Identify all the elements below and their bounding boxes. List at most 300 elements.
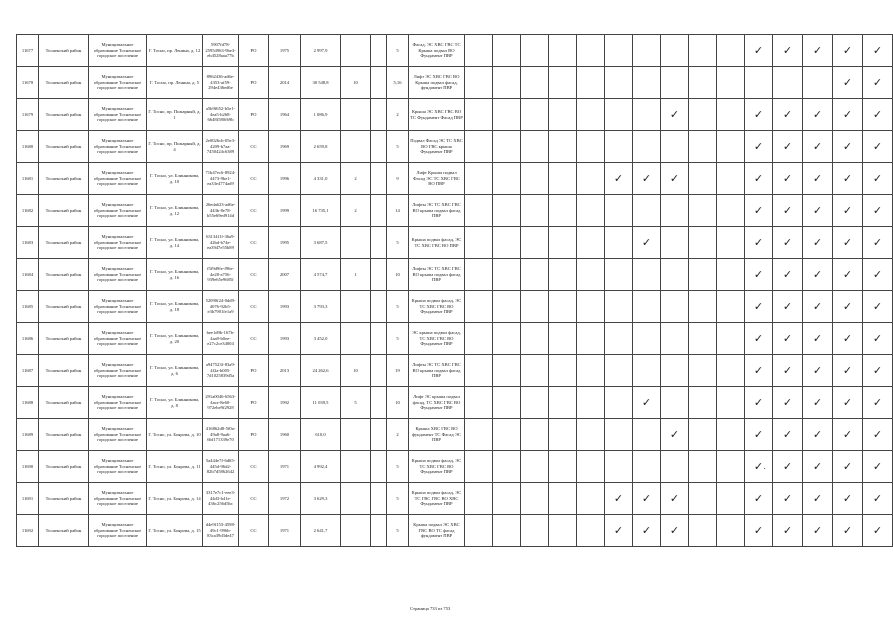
- row-id: 11679: [17, 99, 39, 131]
- row-id: 11677: [17, 35, 39, 67]
- row-form: СС: [239, 451, 269, 483]
- work-check-cell: [833, 259, 863, 291]
- work-check-cell: [605, 451, 633, 483]
- work-check-cell: [605, 259, 633, 291]
- table-row: [17, 419, 893, 451]
- row-works: ЭС крыша подвал фасад, ТС ХВС ГВС ВО Фундамент ПВР: [409, 323, 465, 355]
- row-district: Тосненский район: [39, 67, 89, 99]
- row-id: 11681: [17, 163, 39, 195]
- work-check-cell: [745, 483, 773, 515]
- work-check-cell: [745, 163, 773, 195]
- row-year: 1971: [269, 515, 301, 547]
- check-icon: ✓: [782, 332, 793, 345]
- work-check-cell: [863, 99, 893, 131]
- work-check-cell: [633, 419, 661, 451]
- work-check-cell: [521, 195, 549, 227]
- check-icon: ✓: [872, 140, 883, 153]
- work-check-cell: [803, 387, 833, 419]
- work-check-cell: [689, 163, 717, 195]
- work-check-cell: [605, 291, 633, 323]
- row-form: СС: [239, 323, 269, 355]
- work-check-cell: [549, 483, 577, 515]
- row-address: Г. Тосно, ул. Блинникова, д. 18: [147, 291, 203, 323]
- check-icon: ✓: [753, 524, 764, 537]
- work-check-cell: [717, 99, 745, 131]
- check-icon: ✓: [842, 268, 853, 281]
- work-check-cell: [863, 387, 893, 419]
- work-check-cell: [803, 67, 833, 99]
- work-check-cell: [661, 67, 689, 99]
- work-check-cell: [605, 227, 633, 259]
- work-check-cell: [633, 259, 661, 291]
- work-check-cell: [863, 259, 893, 291]
- work-check-cell: [549, 67, 577, 99]
- check-icon: ✓: [782, 460, 793, 473]
- check-icon: ✓: [872, 300, 883, 313]
- row-year: 1999: [269, 195, 301, 227]
- row-id: 11684: [17, 259, 39, 291]
- row-year: 1992: [269, 387, 301, 419]
- work-check-cell: [465, 67, 493, 99]
- check-icon: ✓: [842, 524, 853, 537]
- work-check-cell: [863, 323, 893, 355]
- check-icon: ✓: [753, 140, 764, 153]
- work-check-cell: [465, 291, 493, 323]
- work-check-cell: [577, 99, 605, 131]
- row-municipality: Муниципальное образование Тосненское городское поселение: [89, 387, 147, 419]
- work-check-cell: [549, 163, 577, 195]
- row-district: Тосненский район: [39, 99, 89, 131]
- work-check-cell: [773, 451, 803, 483]
- work-check-cell: [493, 67, 521, 99]
- work-check-cell: [633, 131, 661, 163]
- check-icon: ✓: [872, 108, 883, 121]
- work-check-cell: [577, 483, 605, 515]
- work-check-cell: [633, 355, 661, 387]
- row-form: СС: [239, 515, 269, 547]
- work-check-cell: [689, 259, 717, 291]
- work-check-cell: [605, 131, 633, 163]
- row-uid: 5a444e7f-6d65-445d-96d2-82b7d5862642: [203, 451, 239, 483]
- check-icon: ✓: [842, 76, 853, 89]
- table-row: [17, 163, 893, 195]
- work-check-cell: [465, 35, 493, 67]
- row-uid: a947523f-83a9-4f2a-b005-7d1025839d5a: [203, 355, 239, 387]
- work-check-cell: [803, 131, 833, 163]
- stray-mark: •: [764, 466, 766, 471]
- check-icon: ✓: [872, 364, 883, 377]
- work-check-cell: [577, 419, 605, 451]
- work-check-cell: [493, 99, 521, 131]
- row-extra: [371, 419, 387, 451]
- row-municipality: Муниципальное образование Тосненское городское поселение: [89, 99, 147, 131]
- work-check-cell: [493, 227, 521, 259]
- row-form: СС: [239, 227, 269, 259]
- row-district: Тосненский район: [39, 483, 89, 515]
- row-extra: [371, 99, 387, 131]
- work-check-cell: [549, 99, 577, 131]
- check-icon: ✓: [872, 524, 883, 537]
- check-icon: ✓: [782, 204, 793, 217]
- work-check-cell: [773, 99, 803, 131]
- work-check-cell: [549, 451, 577, 483]
- row-lifts: 2: [341, 195, 371, 227]
- work-check-cell: [773, 355, 803, 387]
- work-check-cell: [605, 67, 633, 99]
- work-check-cell: [605, 515, 633, 547]
- check-icon: ✓: [842, 204, 853, 217]
- work-check-cell: [833, 195, 863, 227]
- work-check-cell: [661, 35, 689, 67]
- check-icon: ✓: [641, 524, 652, 537]
- row-lifts: [341, 35, 371, 67]
- row-district: Тосненский район: [39, 451, 89, 483]
- row-id: 11686: [17, 323, 39, 355]
- row-address: Г. Тосно, ул. Блинникова, д. 14: [147, 227, 203, 259]
- work-check-cell: [803, 355, 833, 387]
- row-year: 1964: [269, 99, 301, 131]
- work-check-cell: [803, 259, 833, 291]
- row-uid: 2e0026cb-05e3-4209-b7aa-7450424c6389: [203, 131, 239, 163]
- check-icon: ✓: [812, 44, 823, 57]
- work-check-cell: [633, 67, 661, 99]
- row-address: Г. Тосно, пр. Ленина, д. 12: [147, 35, 203, 67]
- work-check-cell: [577, 227, 605, 259]
- check-icon: ✓: [753, 44, 764, 57]
- row-address: Г. Тосно, ул. Боярова, д. 11: [147, 451, 203, 483]
- work-check-cell: [521, 227, 549, 259]
- work-check-cell: [493, 355, 521, 387]
- row-floors: 10: [387, 387, 409, 419]
- work-check-cell: [833, 419, 863, 451]
- work-check-cell: [493, 419, 521, 451]
- work-check-cell: [493, 259, 521, 291]
- row-floors: 5: [387, 323, 409, 355]
- work-check-cell: [745, 387, 773, 419]
- work-check-cell: [773, 131, 803, 163]
- work-check-cell: [605, 483, 633, 515]
- work-check-cell: [605, 99, 633, 131]
- check-icon: ✓: [753, 332, 764, 345]
- check-icon: ✓: [613, 524, 624, 537]
- row-works: Крыша ЭС ХВС ГВС ВО ТС Фундамент Фасад ПВР: [409, 99, 465, 131]
- check-icon: ✓: [753, 396, 764, 409]
- work-check-cell: [803, 419, 833, 451]
- row-works: Лифты ЭС ТС ХВС ГВС ВО крыша подвал фасад ПВР: [409, 195, 465, 227]
- work-check-cell: [661, 163, 689, 195]
- row-municipality: Муниципальное образование Тосненское городское поселение: [89, 323, 147, 355]
- row-area: 24 262,6: [301, 355, 341, 387]
- work-check-cell: [633, 227, 661, 259]
- row-floors: 2: [387, 419, 409, 451]
- row-lifts: [341, 99, 371, 131]
- row-uid: 416862d8-5f0a-49a8-9aa6-6bf171339e70: [203, 419, 239, 451]
- check-icon: ✓: [782, 492, 793, 505]
- row-extra: [371, 355, 387, 387]
- work-check-cell: [773, 259, 803, 291]
- check-icon: ✓: [812, 140, 823, 153]
- row-district: Тосненский район: [39, 131, 89, 163]
- work-check-cell: [493, 35, 521, 67]
- row-lifts: [341, 227, 371, 259]
- row-works: Фасад, ЭС ХВС ГВС ТС Крыша подвал ВО Фундамент ПВР: [409, 35, 465, 67]
- row-district: Тосненский район: [39, 291, 89, 323]
- row-uid: 26eda623-ad6e-443b-8e78-b55e69ed914d: [203, 195, 239, 227]
- check-icon: ✓: [613, 492, 624, 505]
- work-check-cell: [521, 99, 549, 131]
- work-check-cell: [833, 163, 863, 195]
- work-check-cell: [521, 259, 549, 291]
- row-municipality: Муниципальное образование Тосненское городское поселение: [89, 483, 147, 515]
- row-address: Г. Тосно, ул. Блинникова, д. 16: [147, 259, 203, 291]
- row-form: СС: [239, 131, 269, 163]
- work-check-cell: [549, 515, 577, 547]
- row-form: СС: [239, 163, 269, 195]
- work-check-cell: [833, 355, 863, 387]
- row-uid: d4e9f153-4598-49c1-996b-83ca39d3de47: [203, 515, 239, 547]
- row-uid: 52090f24-0dd9-4076-92b5-e3b7901fe1a9: [203, 291, 239, 323]
- work-check-cell: [863, 195, 893, 227]
- table-row: [17, 355, 893, 387]
- check-icon: ✓: [669, 108, 680, 121]
- row-lifts: [341, 483, 371, 515]
- work-check-cell: [521, 355, 549, 387]
- row-area: 11 039,5: [301, 387, 341, 419]
- row-lifts: 2: [341, 163, 371, 195]
- check-icon: ✓: [812, 108, 823, 121]
- check-icon: ✓: [753, 172, 764, 185]
- table-row: [17, 483, 893, 515]
- work-check-cell: [493, 163, 521, 195]
- check-icon: ✓: [812, 268, 823, 281]
- work-check-cell: [689, 67, 717, 99]
- work-check-cell: [661, 387, 689, 419]
- check-icon: ✓: [872, 268, 883, 281]
- work-check-cell: [863, 163, 893, 195]
- work-check-cell: [465, 419, 493, 451]
- check-icon: ✓: [812, 332, 823, 345]
- check-icon: ✓: [842, 172, 853, 185]
- work-check-cell: [577, 355, 605, 387]
- table-row: [17, 227, 893, 259]
- row-uid: 63134f1f-36a9-42bd-b74e-ea3947e55b89: [203, 227, 239, 259]
- table-row: [17, 323, 893, 355]
- work-check-cell: [549, 227, 577, 259]
- work-check-cell: [577, 131, 605, 163]
- check-icon: ✓: [613, 172, 624, 185]
- check-icon: ✓: [753, 236, 764, 249]
- row-district: Тосненский район: [39, 515, 89, 547]
- row-floors: 14: [387, 195, 409, 227]
- row-id: 11688: [17, 387, 39, 419]
- row-works: Крыша подвал фасад, ЭС ТС ГВС ГВС ВО ХВС Фундамент ПВР: [409, 483, 465, 515]
- row-district: Тосненский район: [39, 227, 89, 259]
- work-check-cell: [661, 515, 689, 547]
- row-area: 3 687,5: [301, 227, 341, 259]
- work-check-cell: [465, 131, 493, 163]
- work-check-cell: [833, 515, 863, 547]
- row-works: Крыша ХВС ГВС ВО фундамент ТС Фасад ЭС ПВР: [409, 419, 465, 451]
- row-year: 1972: [269, 483, 301, 515]
- work-check-cell: [717, 67, 745, 99]
- check-icon: ✓: [842, 140, 853, 153]
- check-icon: ✓: [782, 364, 793, 377]
- work-check-cell: [549, 387, 577, 419]
- check-icon: ✓: [842, 492, 853, 505]
- work-check-cell: [633, 195, 661, 227]
- work-check-cell: [465, 387, 493, 419]
- check-icon: ✓: [782, 108, 793, 121]
- table-body: [17, 35, 893, 547]
- check-icon: ✓: [812, 524, 823, 537]
- check-icon: ✓: [641, 492, 652, 505]
- check-icon: ✓: [641, 172, 652, 185]
- table-row: [17, 515, 893, 547]
- row-floors: 5: [387, 35, 409, 67]
- work-check-cell: [717, 131, 745, 163]
- row-municipality: Муниципальное образование Тосненское городское поселение: [89, 227, 147, 259]
- check-icon: ✓: [842, 236, 853, 249]
- row-district: Тосненский район: [39, 387, 89, 419]
- row-uid: a5b9f652-b5e1-4ea5-b268-6648f580f69b: [203, 99, 239, 131]
- row-floors: 5: [387, 227, 409, 259]
- check-icon: ✓: [753, 428, 764, 441]
- work-check-cell: [773, 483, 803, 515]
- work-check-cell: [803, 99, 833, 131]
- check-icon: ✓: [842, 396, 853, 409]
- row-lifts: 5: [341, 387, 371, 419]
- check-icon: ✓: [812, 492, 823, 505]
- work-check-cell: [521, 131, 549, 163]
- row-extra: [371, 163, 387, 195]
- row-municipality: Муниципальное образование Тосненское городское поселение: [89, 35, 147, 67]
- work-check-cell: [465, 451, 493, 483]
- row-area: 30 548,8: [301, 67, 341, 99]
- row-district: Тосненский район: [39, 259, 89, 291]
- work-check-cell: [689, 387, 717, 419]
- work-check-cell: [745, 451, 773, 483]
- table-row: [17, 67, 893, 99]
- work-check-cell: [833, 323, 863, 355]
- work-check-cell: [549, 195, 577, 227]
- work-check-cell: [745, 291, 773, 323]
- work-check-cell: [465, 323, 493, 355]
- work-check-cell: [633, 99, 661, 131]
- row-address: Г. Тосно, ул. Блинникова, д. 8: [147, 387, 203, 419]
- row-form: СС: [239, 259, 269, 291]
- check-icon: ✓: [782, 236, 793, 249]
- row-works: Крыша подвал фасад, ЭС ТС ХВС ГВС ВО Фундамент ПВР: [409, 451, 465, 483]
- check-icon: ✓: [872, 172, 883, 185]
- row-floors: 5: [387, 515, 409, 547]
- work-check-cell: [577, 259, 605, 291]
- row-address: Г. Тосно, ул. Боярова, д. 14: [147, 483, 203, 515]
- row-lifts: [341, 451, 371, 483]
- check-icon: ✓: [872, 332, 883, 345]
- work-check-cell: [689, 451, 717, 483]
- work-check-cell: [689, 195, 717, 227]
- row-address: Г. Тосно, ул. Блинникова, д. 10: [147, 163, 203, 195]
- work-check-cell: [833, 387, 863, 419]
- work-check-cell: [633, 515, 661, 547]
- row-extra: [371, 227, 387, 259]
- row-district: Тосненский район: [39, 163, 89, 195]
- row-municipality: Муниципальное образование Тосненское городское поселение: [89, 163, 147, 195]
- work-check-cell: [863, 35, 893, 67]
- row-lifts: [341, 419, 371, 451]
- page-number: Страница 733 из 753: [410, 606, 451, 611]
- work-check-cell: [493, 451, 521, 483]
- row-area: 2 997,9: [301, 35, 341, 67]
- row-extra: [371, 483, 387, 515]
- work-check-cell: [717, 483, 745, 515]
- table-row: [17, 99, 893, 131]
- row-area: 4 331,0: [301, 163, 341, 195]
- check-icon: ✓: [842, 428, 853, 441]
- check-icon: ✓: [669, 172, 680, 185]
- row-id: 11691: [17, 483, 39, 515]
- check-icon: ✓: [812, 204, 823, 217]
- work-check-cell: [493, 515, 521, 547]
- row-floors: 19: [387, 355, 409, 387]
- row-year: 1996: [269, 163, 301, 195]
- check-icon: ✓: [812, 236, 823, 249]
- work-check-cell: [549, 131, 577, 163]
- work-check-cell: [745, 227, 773, 259]
- check-icon: ✓: [842, 460, 853, 473]
- work-check-cell: [833, 67, 863, 99]
- row-extra: [371, 131, 387, 163]
- check-icon: ✓: [872, 236, 883, 249]
- check-icon: ✓: [641, 236, 652, 249]
- work-check-cell: [521, 387, 549, 419]
- row-municipality: Муниципальное образование Тосненское городское поселение: [89, 355, 147, 387]
- work-check-cell: [773, 227, 803, 259]
- check-icon: ✓: [872, 204, 883, 217]
- work-check-cell: [773, 195, 803, 227]
- row-year: 2014: [269, 67, 301, 99]
- work-check-cell: [521, 451, 549, 483]
- check-icon: ✓: [812, 428, 823, 441]
- work-check-cell: [717, 515, 745, 547]
- row-extra: [371, 291, 387, 323]
- row-lifts: [341, 291, 371, 323]
- work-check-cell: [833, 99, 863, 131]
- row-year: 1975: [269, 35, 301, 67]
- row-municipality: Муниципальное образование Тосненское городское поселение: [89, 195, 147, 227]
- table-row: [17, 291, 893, 323]
- row-form: РО: [239, 387, 269, 419]
- work-check-cell: [689, 99, 717, 131]
- table-row: [17, 387, 893, 419]
- row-year: 1971: [269, 451, 301, 483]
- row-lifts: 10: [341, 67, 371, 99]
- row-floors: 9: [387, 163, 409, 195]
- row-uid: 5907fd78-25954963-9be3-eb4528aaa77b: [203, 35, 239, 67]
- work-check-cell: [773, 323, 803, 355]
- work-check-cell: [465, 515, 493, 547]
- work-check-cell: [745, 131, 773, 163]
- check-icon: ✓: [842, 332, 853, 345]
- row-address: Г. Тосно, ул. Блинникова, д. 6: [147, 355, 203, 387]
- work-check-cell: [465, 355, 493, 387]
- check-icon: ✓: [782, 44, 793, 57]
- work-check-cell: [465, 227, 493, 259]
- work-check-cell: [803, 35, 833, 67]
- row-year: 1993: [269, 291, 301, 323]
- work-check-cell: [577, 387, 605, 419]
- work-check-cell: [465, 163, 493, 195]
